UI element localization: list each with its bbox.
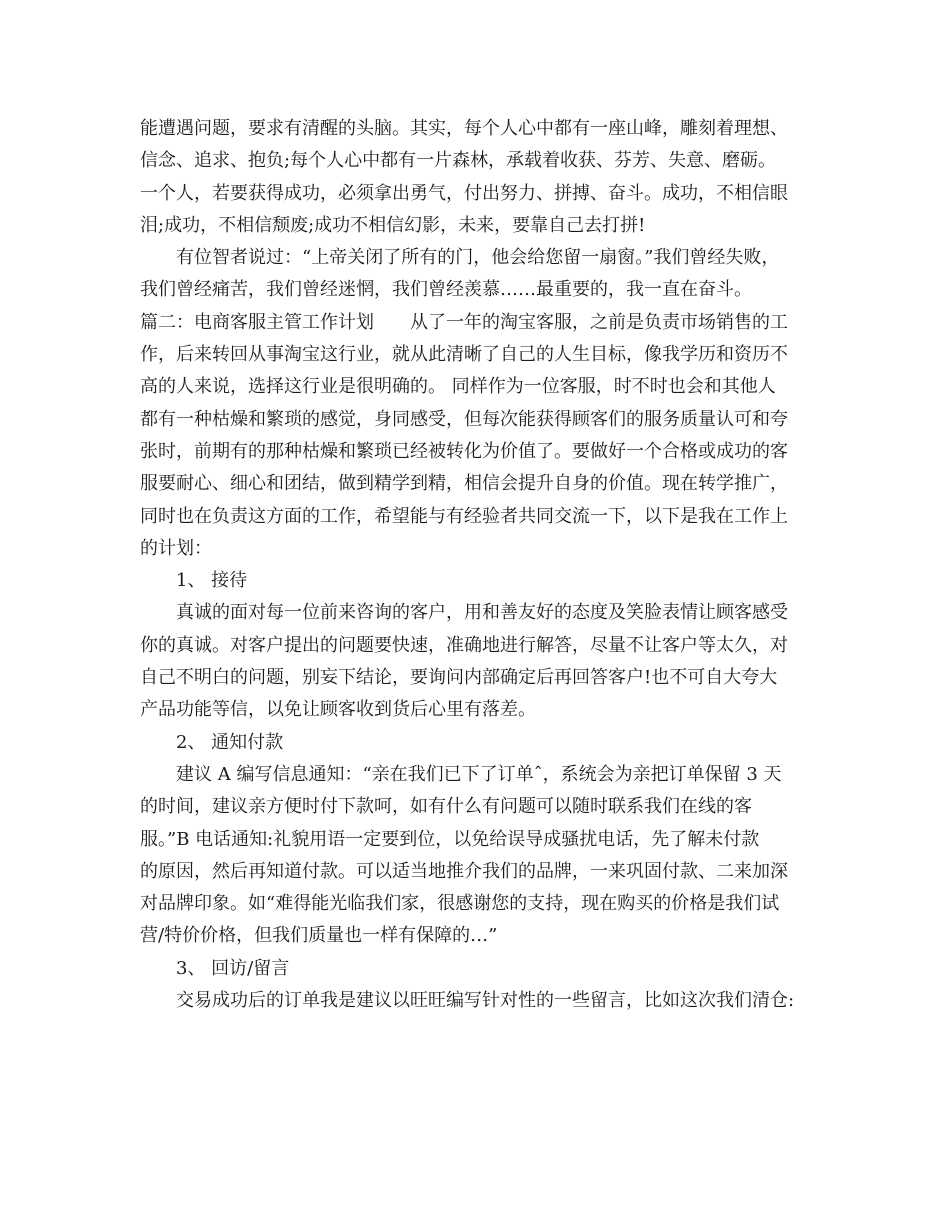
list-heading: 2、 通知付款 xyxy=(176,731,284,753)
text-line: 真诚的面对每一位前来咨询的客户，用和善友好的态度及笑脸表情让顾客感受 xyxy=(176,602,788,624)
text-line: 产品功能等信，以免让顾客收到货后心里有落差。 xyxy=(140,699,536,721)
text-line: 服要耐心、细心和团结，做到精学到精，相信会提升自身的价值。现在转学推广， xyxy=(140,473,788,495)
text-line: 交易成功后的订单我是建议以旺旺编写针对性的一些留言，比如这次我们清仓: xyxy=(176,990,795,1012)
text-line: 信念、追求、抱负;每个人心中都有一片森林，承载着收获、芬芳、失意、磨砺。 xyxy=(140,150,777,172)
text-line: 张时，前期有的那种枯燥和繁琐已经被转化为价值了。要做好一个合格或成功的客 xyxy=(140,440,788,462)
text-line: 自己不明白的问题，别妄下结论，要询问内部确定后再回答客户!也不可自大夸大 xyxy=(140,667,778,689)
text-line: 我们曾经痛苦，我们曾经迷惘，我们曾经羡慕……最重要的，我一直在奋斗。 xyxy=(140,279,752,301)
text-line: 营/特价价格，但我们质量也一样有保障的…” xyxy=(140,925,498,947)
text-line: 的时间，建议亲方便时付下款呵，如有什么有问题可以随时联系我们在线的客 xyxy=(140,796,752,818)
body-text xyxy=(140,113,830,1017)
text-line: 都有一种枯燥和繁琐的感觉，身同感受，但每次能获得顾客们的服务质量认可和夸 xyxy=(140,408,788,430)
text-line: 对品牌印象。如“难得能光临我们家，很感谢您的支持，现在购买的价格是我们试 xyxy=(140,893,780,915)
text-line: 作，后来转回从事淘宝这行业，就从此清晰了自己的人生目标，像我学历和资历不 xyxy=(140,344,788,366)
text-line: 高的人来说，选择这行业是很明确的。 同样作为一位客服，时不时也会和其他人 xyxy=(140,376,776,398)
text-line: 的原因，然后再知道付款。可以适当地推介我们的品牌，一来巩固付款、二来加深 xyxy=(140,860,788,882)
list-heading: 1、 接待 xyxy=(176,570,248,592)
text-line: 泪;成功，不相信颓废;成功不相信幻影，未来，要靠自己去打拼! xyxy=(140,214,646,236)
text-line: 服。”B 电话通知:礼貌用语一定要到位，以免给误导成骚扰电话，先了解未付款 xyxy=(140,828,760,850)
text-line: 你的真诚。对客户提出的问题要快速，准确地进行解答，尽量不让客户等太久，对 xyxy=(140,634,788,656)
section-heading-line: 篇二：电商客服主管工作计划 从了一年的淘宝客服，之前是负责市场销售的工 xyxy=(140,311,788,333)
text-line: 同时也在负责这方面的工作，希望能与有经验者共同交流一下，以下是我在工作上 xyxy=(140,505,788,527)
text-line: 一个人，若要获得成功，必须拿出勇气，付出努力、拼搏、奋斗。成功，不相信眼 xyxy=(140,182,788,204)
list-heading: 3、 回访/留言 xyxy=(176,957,290,979)
text-line: 有位智者说过：“上帝关闭了所有的门，他会给您留一扇窗。”我们曾经失败， xyxy=(176,247,780,269)
text-line: 的计划： xyxy=(140,537,212,559)
text-line: 建议 A 编写信息通知：“亲在我们已下了订单ˆ，系统会为亲把订单保留 3 天 xyxy=(176,763,782,785)
text-line: 能遭遇问题，要求有清醒的头脑。其实，每个人心中都有一座山峰，雕刻着理想、 xyxy=(140,118,788,139)
